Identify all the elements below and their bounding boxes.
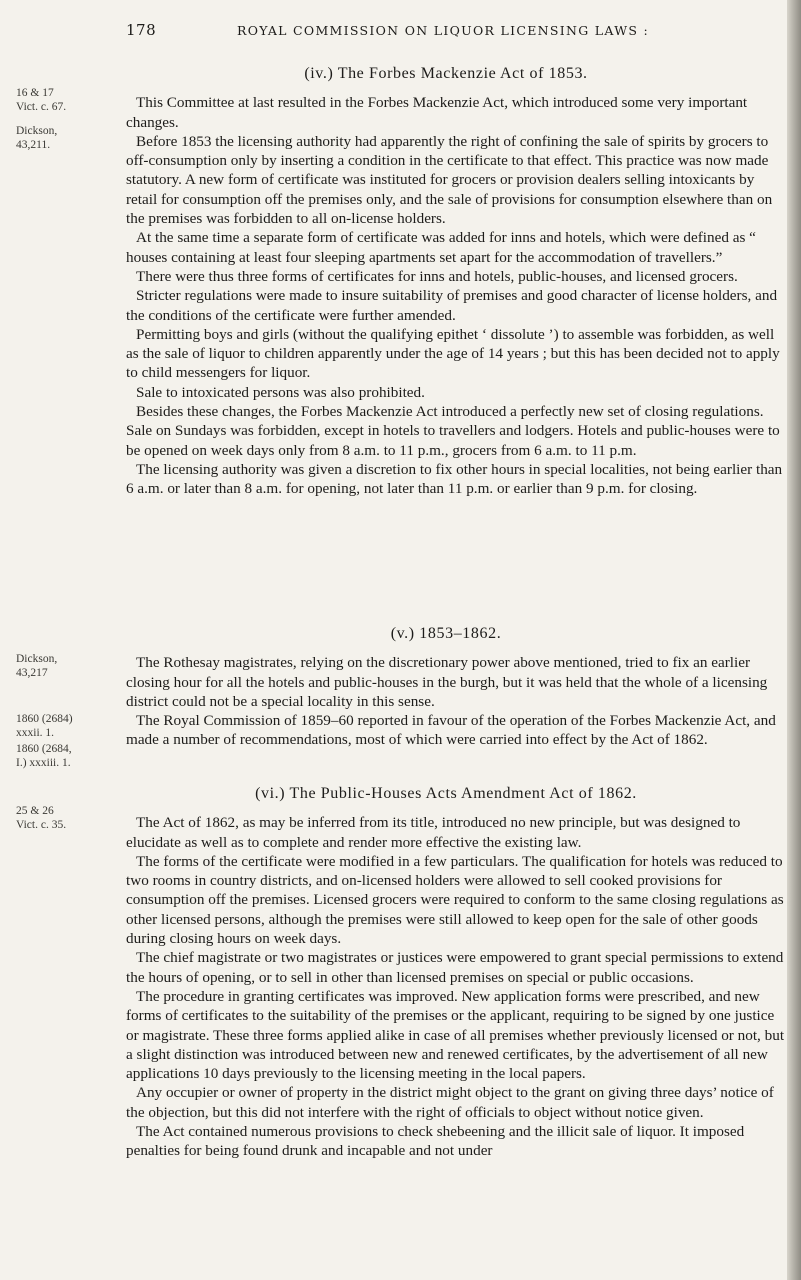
section-v xyxy=(126,624,786,750)
paragraph: The chief magistrate or two magistrates or justices were empowered to grant special permissions to extend the hours of opening, or to sell in other than licensed premises on special or public occasions. xyxy=(126,949,784,986)
margin-note-line: 1860 (2684, xyxy=(16,743,72,755)
paragraph: There were thus three forms of certificates for inns and hotels, public-houses, and licensed grocers. xyxy=(136,267,738,285)
paragraph: At the same time a separate form of certificate was added for inns and hotels, which were defined as “ houses containing at least four sleeping apartments set apart for the accommodation of travellers.” xyxy=(126,229,756,266)
paragraph: The Rothesay magistrates, relying on the discretionary power above mentioned, tried to fix an earlier closing hour for all the hotels and public-houses in the burgh, but it was held that the whole of a licensing district could not be a special locality in this sense. xyxy=(126,654,768,710)
section-iv xyxy=(126,64,786,499)
margin-note-line: 1860 (2684) xyxy=(16,713,73,725)
margin-note-line: Vict. c. 67. xyxy=(16,101,67,113)
paragraph: The Act of 1862, as may be inferred from its title, introduced no new principle, but was designed to elucidate as well as to complete and render more effective the existing law. xyxy=(126,814,741,851)
running-title: ROYAL COMMISSION ON LIQUOR LICENSING LAWS : xyxy=(237,23,649,38)
margin-note-line: 16 & 17 xyxy=(16,87,54,99)
paragraph: The Act contained numerous provisions to check shebeening and the illicit sale of liquor. It imposed penalties for being found drunk and incapable and not under xyxy=(126,1123,745,1160)
margin-note-line: 25 & 26 xyxy=(16,805,54,817)
page-edge-shadow xyxy=(787,0,801,1280)
margin-note-line: 43,217 xyxy=(16,667,48,679)
margin-note xyxy=(16,742,116,770)
paragraph: The procedure in granting certificates was improved. New application forms were prescribed, and new forms of certificates to the suitability of the premises or the applicant, requiring to be signed by one justice or magistrate. These three forms applied alike in case of all premises whether previously licensed or not, but a slight distinction was introduced between new and renewed certificates, by the advertisement of all new applications 10 days previously to the licensing meeting in the local papers. xyxy=(126,987,785,1083)
margin-note xyxy=(16,124,116,152)
running-head xyxy=(0,19,801,43)
margin-note xyxy=(16,86,116,114)
margin-note-line: I.) xxxiii. 1. xyxy=(16,757,71,769)
paragraph: The forms of the certificate were modified in a few particulars. The qualification for hotels was reduced to two rooms in country districts, and on-licensed holders were allowed to sell cooked provisions for consumption off the premises. Licensed grocers were required to conform to the same closing regulations as other licensed persons, although the premises were still allowed to keep open for the sale of other goods during closing hours on week days. xyxy=(126,852,784,948)
page-number: 178 xyxy=(126,21,157,39)
paragraph: The licensing authority was given a discretion to fix other hours in special localities, not being earlier than 6 a.m. or later than 8 a.m. for opening, not later than 11 p.m. or earlier than 9 p.m. for closing. xyxy=(126,460,783,498)
section-heading: (vi.) The Public-Houses Acts Amendment Act of 1862. xyxy=(255,785,637,802)
margin-note xyxy=(16,652,116,680)
margin-note-line: Dickson, xyxy=(16,653,58,665)
section-vi xyxy=(126,784,786,1161)
margin-note-line: xxxii. 1. xyxy=(16,727,55,739)
margin-note xyxy=(16,804,116,832)
section-heading: (v.) 1853–1862. xyxy=(390,625,502,642)
margin-note-line: Dickson, xyxy=(16,125,58,137)
margin-note-line: 43,211. xyxy=(16,139,51,151)
paragraph: Stricter regulations were made to insure suitability of premises and good character of license holders, and the conditions of the certificate were further amended. xyxy=(126,287,778,324)
margin-note xyxy=(16,712,116,740)
paragraph: The Royal Commission of 1859–60 reported in favour of the operation of the Forbes Mackenzie Act, and made a number of recommendations, most of which were carried into effect by the Act of 1862. xyxy=(126,712,776,749)
paragraph: Permitting boys and girls (without the qualifying epithet ‘ dissolute ’) to assemble was forbidden, as well as the sale of liquor to children apparently under the age of 14 years ; but this has been decided not to apply to child messengers for liquor. xyxy=(126,325,780,382)
paragraph: Sale to intoxicated persons was also prohibited. xyxy=(136,383,425,401)
paragraph: Besides these changes, the Forbes Mackenzie Act introduced a perfectly new set of closing regulations. Sale on Sundays was forbidden, except in hotels to travellers and lodgers. Hotels and public-houses were to be opened on week days only from 8 a.m. to 11 p.m., grocers from 6 a.m. to 11 p.m. xyxy=(126,403,780,459)
paragraph: Before 1853 the licensing authority had apparently the right of confining the sale of spirits by grocers to off-consumption only by inserting a condition in the certificate to that effect. This practice was now made statutory. A new form of certificate was instituted for grocers or provision dealers selling intoxicants by retail for consumption off the premises only, and the sale of provisions for consumption elsewhere than on the premises was forbidden to all on-license holders. xyxy=(126,132,773,228)
margin-note-line: Vict. c. 35. xyxy=(16,819,67,831)
paragraph: Any occupier or owner of property in the district might object to the grant on giving three days’ notice of the objection, but this did not interfere with the right of officials to object without notice given. xyxy=(126,1084,774,1121)
section-heading: (iv.) The Forbes Mackenzie Act of 1853. xyxy=(304,65,588,82)
paragraph: This Committee at last resulted in the Forbes Mackenzie Act, which introduced some very important changes. xyxy=(126,94,748,131)
